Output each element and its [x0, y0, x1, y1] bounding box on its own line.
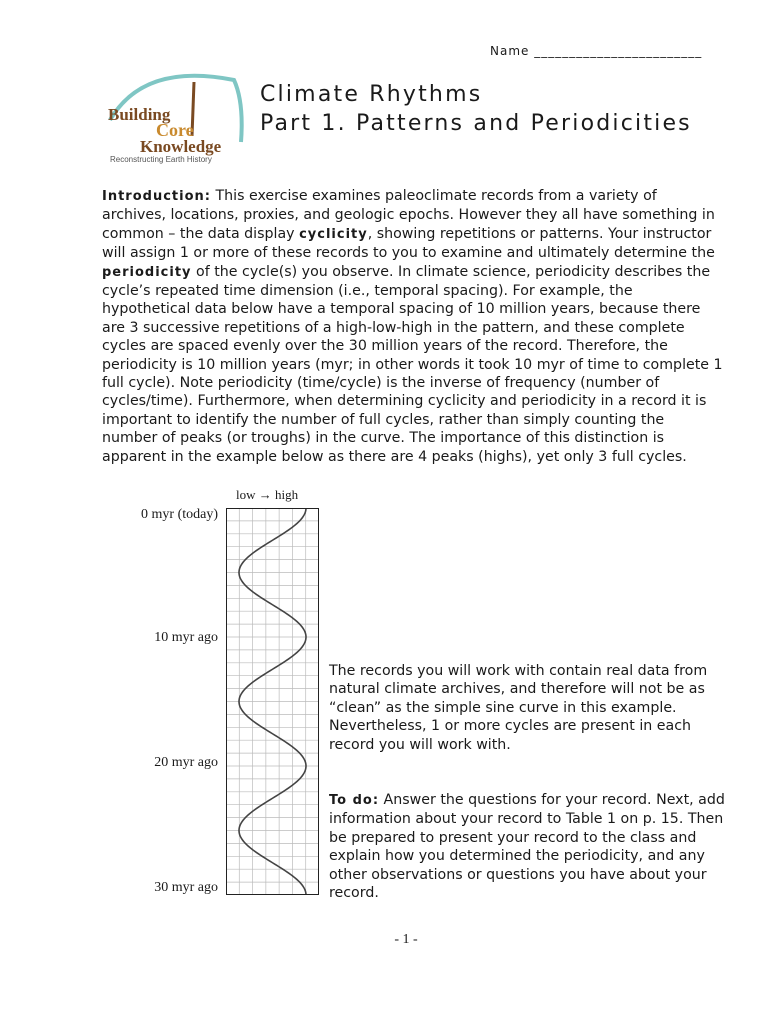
svg-text:Knowledge: Knowledge	[140, 137, 222, 156]
title-line-2: Part 1. Patterns and Periodicities	[260, 111, 692, 136]
y-label-0-myr: 0 myr (today)	[141, 507, 218, 522]
y-label-10-myr: 10 myr ago	[154, 630, 218, 645]
todo-lead: To do:	[329, 793, 380, 808]
y-label-30-myr: 30 myr ago	[154, 880, 218, 895]
intro-text-1: This exercise examines paleoclimate records from a variety of archives, locations, proxies, and geologic epochs. However they all have something in common – the data display	[102, 188, 715, 242]
term-cyclicity: cyclicity	[299, 226, 368, 242]
records-note: The records you will work with contain real data from natural climate archives, and therefore will not be as “clean” as the simple sine curve in this example. Nevertheless, 1 or more cycles are present in each record you will work with.	[329, 663, 708, 753]
intro-text-2: , showing repetitions or patterns. Your instructor will assign 1 or more of these records to you to examine and ultimately determine the	[102, 225, 715, 262]
title-line-1: Climate Rhythms	[260, 82, 483, 107]
x-axis-label: low → high	[236, 487, 299, 502]
svg-text:Core: Core	[156, 120, 194, 140]
sine-curve-chart	[226, 508, 319, 895]
page-number: - 1 -	[394, 932, 418, 947]
svg-text:Reconstructing Earth History: Reconstructing Earth History	[110, 155, 212, 164]
svg-text:Building: Building	[108, 105, 171, 124]
intro-text-3: of the cycle(s) you observe. In climate science, periodicity describes the cycle’s repeated time dimension (i.e., temporal spacing). For example, the hypothetical data below have a temporal spacing of 10 million years, because there are 3 successive repetitions of a high-low-high in the pattern, and these complete cycles are spaced evenly over the 30 million years of the record. Therefore, the periodicity is 10 million years (myr; in other words it took 10 myr of time to complete 1 full cycle). Note periodicity (time/cycle) is the inverse of frequency (number of cycles/time). Furthermore, when determining cyclicity and periodicity in a record it is important to identify the number of full cycles, rather than simply counting the number of peaks (or troughs) in the curve. The importance of this distinction is apparent in the example below as there are 4 peaks (highs), yet only 3 full cycles.	[102, 263, 723, 465]
introduction-paragraph	[102, 187, 724, 466]
term-periodicity: periodicity	[102, 264, 192, 280]
y-label-20-myr: 20 myr ago	[154, 755, 218, 770]
intro-lead: Introduction:	[102, 189, 211, 204]
name-field-label: Name ________________________	[490, 44, 703, 58]
todo-text: Answer the questions for your record. Next, add information about your record to Table 1 on p. 15. Then be prepared to present your record to the class and explain how you determined the periodicity, and any other observations or questions you have about your record.	[329, 792, 725, 902]
todo-paragraph	[329, 791, 729, 902]
page-title	[260, 80, 692, 138]
building-core-knowledge-logo	[104, 72, 249, 168]
